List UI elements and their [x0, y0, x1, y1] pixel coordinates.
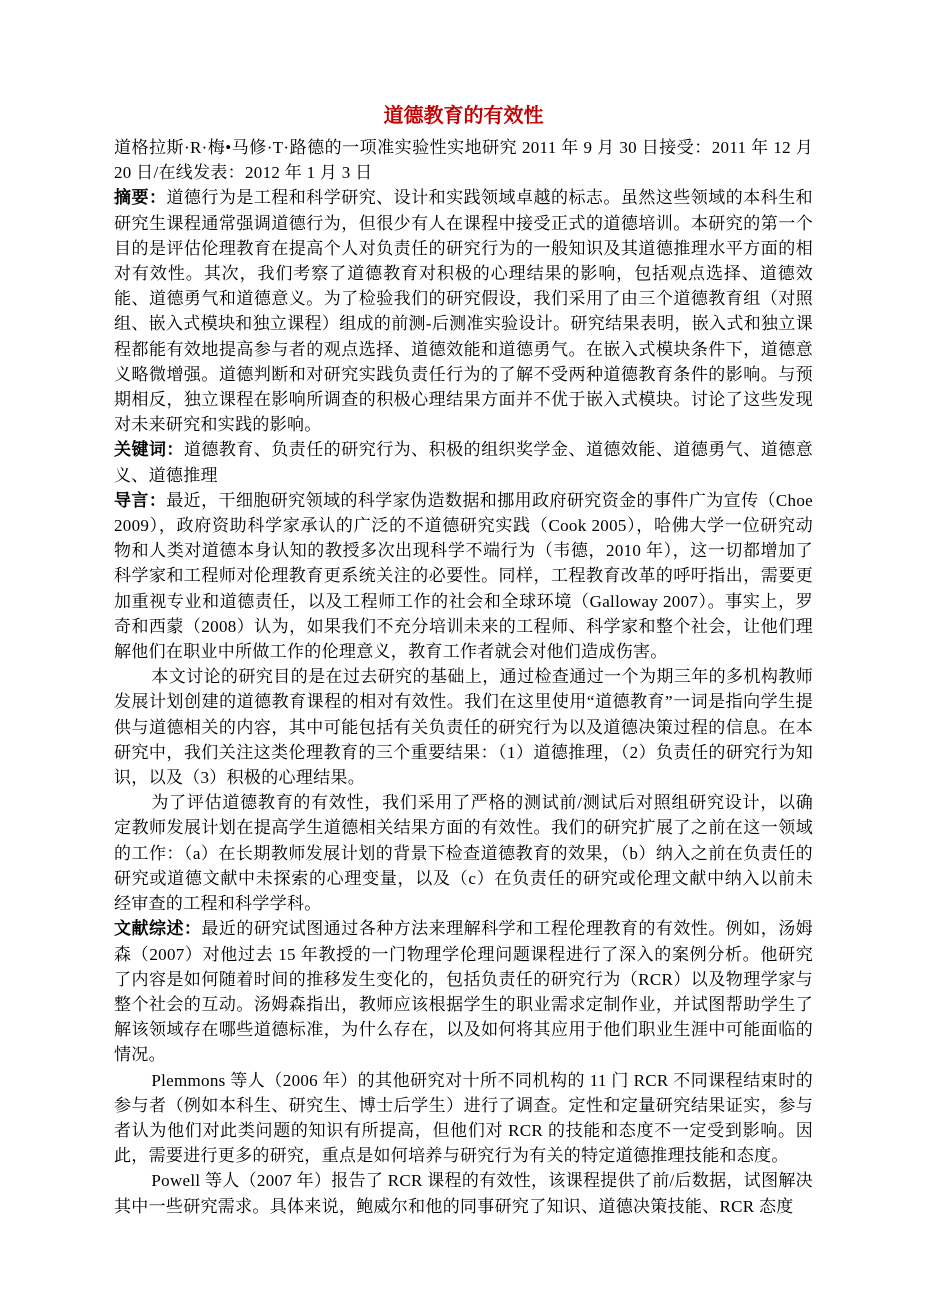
paragraph	[114, 437, 813, 487]
paragraph-text: 本文讨论的研究目的是在过去研究的基础上，通过检查通过一个为期三年的多机构教师发展计划创建的道德教育课程的相对有效性。我们在这里使用“道德教育”一词是指向学生提供与道德相关的内容，其中可能包括有关负责任的研究行为以及道德决策过程的信息。在本研究中，我们关注这类伦理教育的三个重要结果：（1）道德推理，（2）负责任的研究行为知识，以及（3）积极的心理结果。	[114, 667, 813, 788]
paragraph-label: 关键词：	[114, 440, 184, 460]
paragraph	[114, 1068, 813, 1169]
paragraph	[114, 185, 813, 437]
paragraph	[114, 1168, 813, 1218]
paragraph	[114, 790, 813, 916]
paragraph-text: Powell 等人（2007 年）报告了 RCR 课程的有效性，该课程提供了前/后数据，试图解决其中一些研究需求。具体来说，鲍威尔和他的同事研究了知识、道德决策技能、RCR 态度	[114, 1171, 813, 1216]
paragraph	[114, 488, 813, 664]
paragraph-label: 文献综述：	[114, 919, 202, 939]
paragraph-text: Plemmons 等人（2006 年）的其他研究对十所不同机构的 11 门 RCR 不同课程结束时的参与者（例如本科生、研究生、博士后学生）进行了调查。定性和定量研究结果证实，参与者认为他们对此类问题的知识有所提高，但他们对 RCR 的技能和态度不一定受到影响。因此，需要进行更多的研究，重点是如何培养与研究行为有关的特定道德推理技能和态度。	[114, 1070, 813, 1166]
paragraph-text: 道格拉斯·R·梅•马修·T·路德的一项准实验性实地研究 2011 年 9 月 30 日接受：2011 年 12 月 20 日/在线发表：2012 年 1 月 3 日	[114, 138, 813, 183]
document-title: 道德教育的有效性	[383, 105, 544, 127]
paragraph-text: 最近的研究试图通过各种方法来理解科学和工程伦理教育的有效性。例如，汤姆森（2007）对他过去 15 年教授的一门物理学伦理问题课程进行了深入的案例分析。他研究了内容是如何随着时间的推移发生变化的，包括负责任的研究行为（RCR）以及物理学家与整个社会的互动。汤姆森指出，教师应该根据学生的职业需求定制作业，并试图帮助学生了解该领域存在哪些道德标准，为什么存在，以及如何将其应用于他们职业生涯中可能面临的情况。	[114, 919, 814, 1065]
paragraph	[114, 916, 813, 1067]
paragraph	[114, 135, 813, 185]
document-body	[114, 135, 813, 1219]
paragraph-label: 摘要：	[114, 188, 167, 208]
paragraph-text: 最近，干细胞研究领域的科学家伪造数据和挪用政府研究资金的事件广为宣传（Choe 2009），政府资助科学家承认的广泛的不道德研究实践（Cook 2005），哈佛大学一位研究动物和人类对道德本身认知的教授多次出现科学不端行为（韦德，2010 年），这一切都增加了科学家和工程师对伦理教育更系统关注的必要性。同样，工程教育改革的呼吁指出，需要更加重视专业和道德责任，以及工程师工作的社会和全球环境（Galloway 2007）。事实上，罗奇和西蒙（2008）认为，如果我们不充分培训未来的工程师、科学家和整个社会，让他们理解他们在职业中所做工作的伦理意义，教育工作者就会对他们造成伤害。	[114, 490, 813, 662]
document-content	[114, 101, 813, 1219]
paragraph-label: 导言：	[114, 490, 167, 510]
paragraph-text: 道德教育、负责任的研究行为、积极的组织奖学金、道德效能、道德勇气、道德意义、道德推理	[114, 440, 813, 485]
paragraph-text: 为了评估道德教育的有效性，我们采用了严格的测试前/测试后对照组研究设计，以确定教师发展计划在提高学生道德相关结果方面的有效性。我们的研究扩展了之前在这一领域的工作：（a）在长期教师发展计划的背景下检查道德教育的效果，（b）纳入之前在负责任的研究或道德文献中未探索的心理变量，以及（c）在负责任的研究或伦理文献中纳入以前未经审查的工程和科学学科。	[114, 793, 813, 914]
paragraph	[114, 664, 813, 790]
paragraph-text: 道德行为是工程和科学研究、设计和实践领域卓越的标志。虽然这些领域的本科生和研究生课程通常强调道德行为，但很少有人在课程中接受正式的道德培训。本研究的第一个目的是评估伦理教育在提高个人对负责任的研究行为的一般知识及其道德推理水平方面的相对有效性。其次，我们考察了道德教育对积极的心理结果的影响，包括观点选择、道德效能、道德勇气和道德意义。为了检验我们的研究假设，我们采用了由三个道德教育组（对照组、嵌入式模块和独立课程）组成的前测-后测准实验设计。研究结果表明，嵌入式和独立课程都能有效地提高参与者的观点选择、道德效能和道德勇气。在嵌入式模块条件下，道德意义略微增强。道德判断和对研究实践负责任行为的了解不受两种道德教育条件的影响。与预期相反，独立课程在影响所调查的积极心理结果方面并不优于嵌入式模块。讨论了这些发现对未来研究和实践的影响。	[114, 188, 813, 435]
